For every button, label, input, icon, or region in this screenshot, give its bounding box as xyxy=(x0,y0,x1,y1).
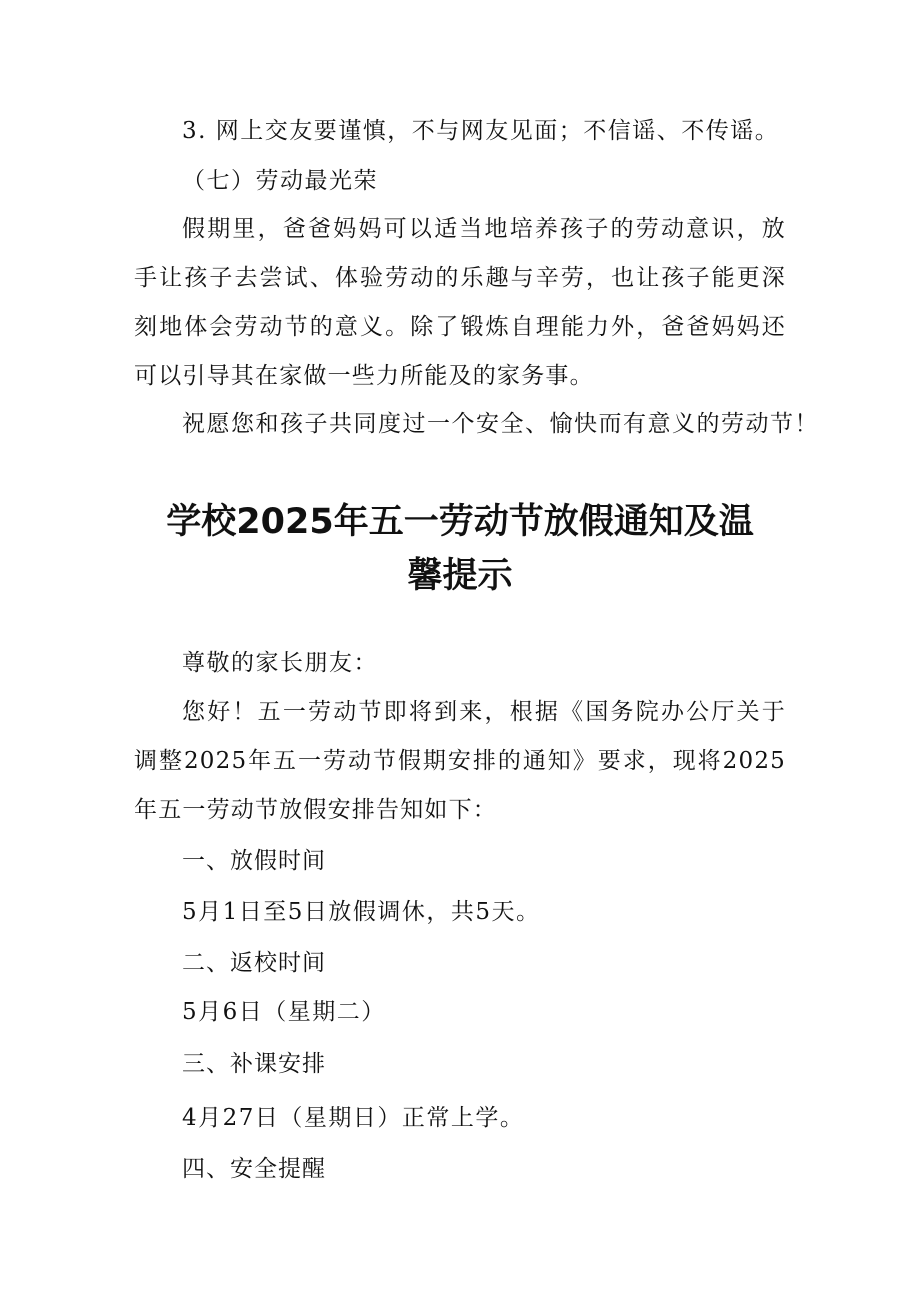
notice-title: 学校2025年五一劳动节放假通知及温馨提示 xyxy=(166,502,754,596)
safety-item-3: 3. 网上交友要谨慎，不与网友见面；不信谣、不传谣。 xyxy=(182,118,780,144)
section-heading-makeup-classes: 三、补课安排 xyxy=(182,1051,326,1077)
section-heading-holiday-time: 一、放假时间 xyxy=(182,848,326,874)
section-heading-safety-reminder: 四、安全提醒 xyxy=(182,1156,326,1182)
section-content-holiday-time: 5月1日至5日放假调休，共5天。 xyxy=(182,899,541,925)
holiday-wish: 祝愿您和孩子共同度过一个安全、愉快而有意义的劳动节！ xyxy=(182,411,819,437)
section-heading-return-time: 二、返校时间 xyxy=(182,950,326,976)
labor-paragraph: 假期里，爸爸妈妈可以适当地培养孩子的劳动意识，放手让孩子去尝试、体验劳动的乐趣与辛劳，也让孩子能更深刻地体会劳动节的意义。除了锻炼自理能力外，爸爸妈妈还可以引导其在家做一些力所能及的家务事。 xyxy=(134,216,786,389)
salutation: 尊敬的家长朋友： xyxy=(182,650,378,676)
notice-intro: 您好！五一劳动节即将到来，根据《国务院办公厅关于调整2025年五一劳动节假期安排的通知》要求，现将2025年五一劳动节放假安排告知如下： xyxy=(134,699,786,823)
section-content-makeup-classes: 4月27日（星期日）正常上学。 xyxy=(182,1105,525,1131)
section-content-return-time: 5月6日（星期二） xyxy=(182,999,386,1025)
subheading-labor: （七）劳动最光荣 xyxy=(182,168,378,194)
